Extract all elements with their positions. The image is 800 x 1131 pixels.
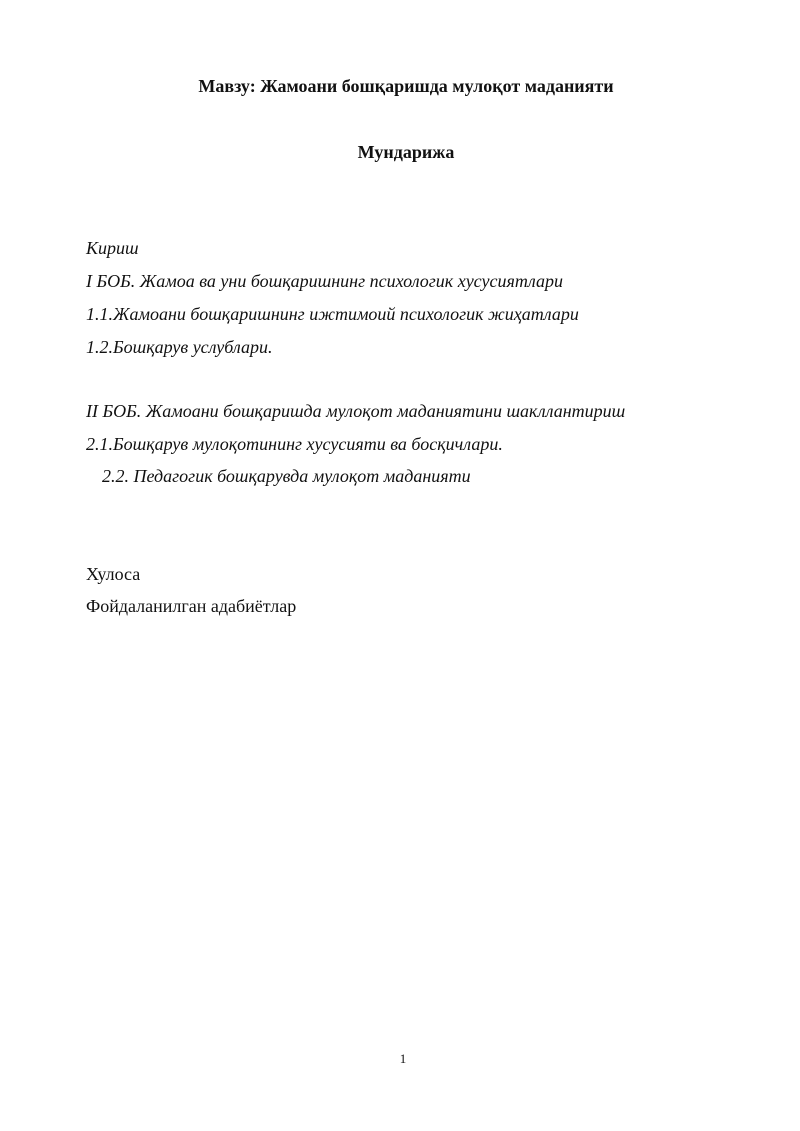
toc-item-chapter-2: II БОБ. Жамоани бошқаришда мулоқот маданиятини шакллантириш [86,401,626,421]
toc-item-section-1-1: 1.1.Жамоани бошқаришнинг ижтимоий психологик жиҳатлари [86,304,579,324]
contents-heading: Мундарижа [357,142,455,162]
document-topic-title: Мавзу: Жамоани бошқаришда мулоқот маданияти [198,76,614,96]
toc-item-references: Фойдаланилган адабиётлар [86,596,297,616]
toc-item-chapter-1: I БОБ. Жамоа ва уни бошқаришнинг психологик хусусиятлари [86,271,563,291]
toc-item-section-2-2: 2.2. Педагогик бошқарувда мулоқот маданияти [102,466,471,486]
toc-item-section-2-1: 2.1.Бошқарув мулоқотининг хусусияти ва босқичлари. [86,434,503,454]
toc-item-conclusion: Хулоса [86,564,141,584]
page-number: 1 [399,1051,407,1066]
toc-item-section-1-2: 1.2.Бошқарув услублари. [86,337,273,357]
toc-item-introduction: Кириш [86,238,139,258]
